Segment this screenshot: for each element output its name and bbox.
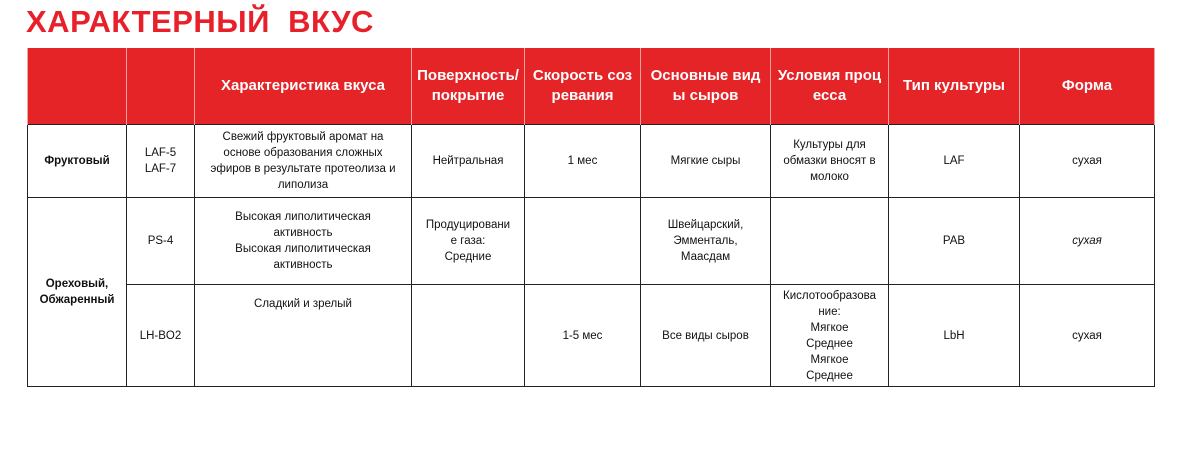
process-line: Мягкое	[810, 353, 849, 366]
code-cell	[127, 125, 195, 198]
process-line: ние:	[818, 305, 841, 318]
header-cell-process: Условия процесса	[771, 48, 889, 125]
surface-cell	[412, 198, 525, 285]
process-line: Культуры для	[793, 139, 866, 151]
page-title: ХАРАКТЕРНЫЙ ВКУС	[26, 4, 374, 39]
flavor-line: липолиза	[277, 179, 329, 191]
code-line: LH-BO2	[139, 329, 182, 342]
form-cell: сухая	[1020, 125, 1155, 198]
cheeses-cell	[641, 125, 771, 198]
cheeses-line: Маасдам	[680, 251, 731, 263]
flavor-line: основе образования сложных	[223, 147, 383, 159]
header-row	[28, 48, 1155, 125]
process-cell	[771, 198, 889, 285]
surface-line: Нейтральная	[432, 155, 504, 167]
surface-line: Средние	[444, 251, 492, 263]
culture-cell	[889, 198, 1020, 285]
surface-cell	[412, 285, 525, 387]
cheeses-line: Все виды сыров	[662, 329, 749, 342]
flavor-cell	[195, 285, 412, 387]
flavor-line: Свежий фруктовый аромат на	[222, 131, 384, 143]
flavor-line: Высокая липолитическая	[235, 243, 371, 255]
flavor-line: активность	[273, 259, 333, 271]
cheeses-line: Мягкие сыры	[670, 155, 741, 167]
code-line: LAF-7	[144, 163, 177, 175]
process-line: Мягкое	[810, 321, 849, 334]
process-line: Среднее	[806, 369, 853, 382]
cheeses-line: Швейцарский,	[667, 219, 744, 231]
header-cell-cheeses: Основные виды сыров	[641, 48, 771, 125]
flavor-line: эфиров в результате протеолиза и	[210, 163, 396, 175]
flavor-line: Высокая липолитическая	[235, 211, 371, 223]
code-line: LAF-5	[144, 147, 177, 159]
cheeses-cell	[641, 285, 771, 387]
process-cell	[771, 285, 889, 387]
flavor-line: активность	[273, 227, 333, 239]
code-cell	[127, 198, 195, 285]
process-line: Среднее	[806, 337, 853, 350]
code-cell	[127, 285, 195, 387]
header-cell-surface: Поверхность/покрытие	[412, 48, 525, 125]
table-row	[28, 125, 1155, 198]
header-cell-culture: Тип культуры	[889, 48, 1020, 125]
flavor-line: Сладкий и зрелый	[254, 298, 352, 310]
header-cell-form: Форма	[1020, 48, 1155, 125]
culture-line: LAF	[943, 155, 965, 167]
process-line: обмазки вносят в	[783, 155, 876, 167]
table-row	[28, 285, 1155, 387]
form-cell: сухая	[1020, 198, 1155, 285]
flavor-table	[27, 48, 1155, 387]
cheeses-cell	[641, 198, 771, 285]
culture-line: LbH	[943, 329, 965, 342]
header-cell-code	[127, 48, 195, 125]
process-cell	[771, 125, 889, 198]
header-cell-ripening: Скорость созревания	[525, 48, 641, 125]
culture-cell	[889, 125, 1020, 198]
group-cell: Фруктовый	[28, 125, 127, 198]
culture-line: PAB	[942, 235, 966, 247]
culture-cell	[889, 285, 1020, 387]
header-cell-flavor: Характеристика вкуса	[195, 48, 412, 125]
code-line: PS-4	[147, 235, 174, 247]
table-row	[28, 198, 1155, 285]
ripening-line: 1 мес	[567, 155, 598, 167]
surface-line: е газа:	[450, 235, 486, 247]
form-cell: сухая	[1020, 285, 1155, 387]
ripening-line: 1-5 мес	[562, 329, 603, 342]
process-line: Кислотообразова	[783, 289, 876, 302]
surface-cell	[412, 125, 525, 198]
ripening-cell	[525, 198, 641, 285]
group-cell: Ореховый, Обжаренный	[28, 198, 127, 387]
surface-line: Продуцировани	[425, 219, 511, 231]
header-cell-group	[28, 48, 127, 125]
flavor-cell	[195, 198, 412, 285]
ripening-cell	[525, 285, 641, 387]
process-line: молоко	[810, 171, 849, 183]
flavor-cell	[195, 125, 412, 198]
ripening-cell	[525, 125, 641, 198]
cheeses-line: Эмменталь,	[673, 235, 738, 247]
